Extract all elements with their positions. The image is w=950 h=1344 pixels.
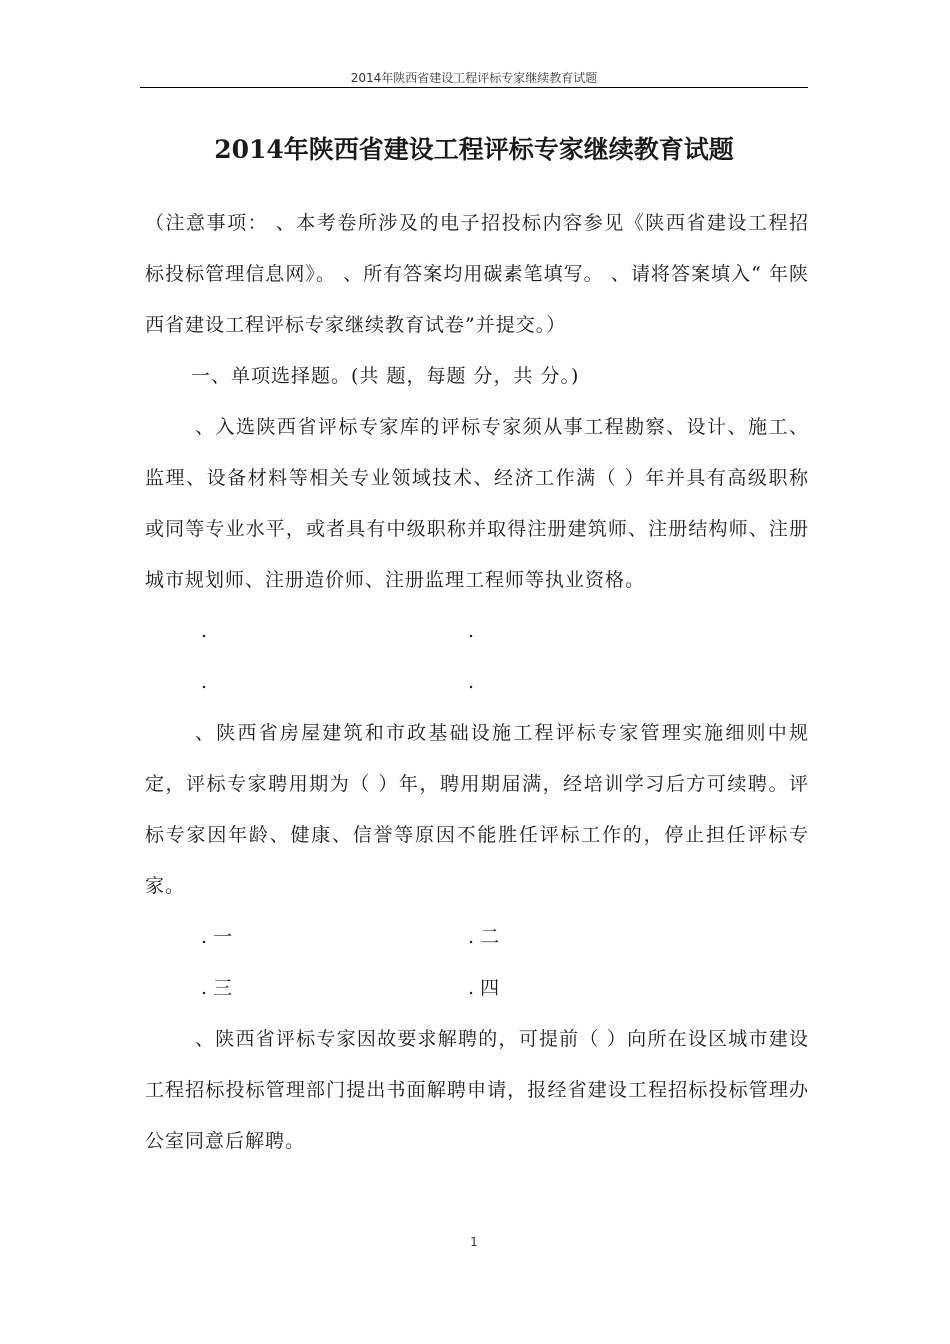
question-1: 、入选陕西省评标专家库的评标专家须从事工程勘察、设计、施工、监理、设备材料等相关专业领域技术、经济工作满（ ）年并具有高级职称或同等专业水平，或者具有中级职称并取得注册建筑师、注册结构师、注册城市规划师、注册造价师、注册监理工程师等执业资格。 <box>145 416 809 591</box>
question-1-options-row-2 <box>145 657 809 708</box>
q1-option-a: . <box>201 620 208 642</box>
q1-option-b: . <box>468 620 475 642</box>
question-2-options-row-2 <box>145 963 809 1014</box>
running-header: 2014年陕西省建设工程评标专家继续教育试题 <box>350 71 598 85</box>
q2-option-a: . 一 <box>201 926 233 948</box>
document-body <box>145 198 809 1167</box>
q2-option-d: . 四 <box>468 977 500 999</box>
question-3: 、陕西省评标专家因故要求解聘的，可提前（ ）向所在设区城市建设工程招标投标管理部门提出书面解聘申请，报经省建设工程招标投标管理办公室同意后解聘。 <box>145 1028 809 1152</box>
question-1-options-row-1 <box>145 606 809 657</box>
page-title: 2014年陕西省建设工程评标专家继续教育试题 <box>214 135 734 164</box>
q2-option-b: . 二 <box>468 926 500 948</box>
q2-option-c: . 三 <box>201 977 233 999</box>
question-2-options-row-1 <box>145 912 809 963</box>
question-2: 、陕西省房屋建筑和市政基础设施工程评标专家管理实施细则中规定，评标专家聘用期为（ ）年，聘用期届满，经培训学习后方可续聘。评标专家因年龄、健康、信誉等原因不能胜任评标工作的，停止担任评标专家。 <box>145 722 809 897</box>
q1-option-c: . <box>201 671 208 693</box>
q1-option-d: . <box>468 671 475 693</box>
section-heading: 一、单项选择题。(共 题，每题 分，共 分。) <box>191 365 580 387</box>
notice-paragraph: （注意事项： 、本考卷所涉及的电子招投标内容参见《陕西省建设工程招标投标管理信息网》。 、所有答案均用碳素笔填写。 、请将答案填入“ 年陕西省建设工程评标专家继续教育试卷”并提交。） <box>145 212 809 336</box>
header-divider <box>140 87 808 88</box>
page-number: 1 <box>470 1235 478 1249</box>
